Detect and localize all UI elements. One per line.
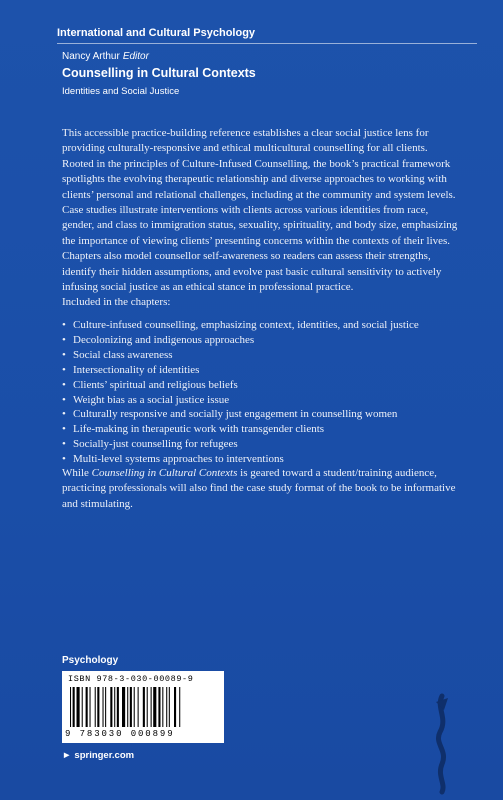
editor-role: Editor <box>122 51 149 62</box>
arrow-right-icon: ► <box>62 750 72 761</box>
list-item: • Weight bias as a social justice issue <box>62 393 482 408</box>
closing-prefix: While <box>62 467 92 479</box>
list-item: • Intersectionality of identities <box>62 363 482 378</box>
description-paragraph: This accessible practice-building reference establishes a clear social justice lens for providing culturally-responsive and ethical multicultural counselling for all clients. Rooted in the principles of Culture-Infused Counselling, the book’s practical framework spotlights the evolving therapeutic relationship and diverse approaches to working with clients’ personal and relational challenges, including at the community and system levels. Case studies illustrate interventions with clients across various identities from race, gender, and class to immigration status, sexuality, spirituality, and body size, emphasizing the importance of viewing clients’ presenting concerns within the contexts of their lives. Chapters also model counsellor self-awareness so readers can assess their strengths, identify their hidden assumptions, and evolve past basic cultural sensitivity to actively infusing social justice as an ethical stance in professional practice. <box>62 127 458 294</box>
editor-name: Nancy Arthur <box>62 51 120 62</box>
springer-horse-logo <box>428 688 456 798</box>
publisher-url: springer.com <box>74 750 135 761</box>
included-heading: Included in the chapters: <box>62 296 171 308</box>
barcode-icon <box>70 687 216 727</box>
book-subtitle: Identities and Social Justice <box>62 86 180 97</box>
list-item: • Social class awareness <box>62 348 482 363</box>
list-item: • Decolonizing and indigenous approaches <box>62 333 482 348</box>
editor-line <box>62 51 149 62</box>
list-item: • Culture-infused counselling, emphasizing context, identities, and social justice <box>62 318 482 333</box>
publisher-link[interactable] <box>62 750 134 761</box>
closing-book-title: Counselling in Cultural Contexts <box>91 467 238 479</box>
list-item: • Socially-just counselling for refugees <box>62 437 482 452</box>
barcode-number: 9 783030 000899 <box>65 729 175 739</box>
chapter-list <box>62 318 482 467</box>
closing-paragraph <box>62 466 462 512</box>
list-item: • Life-making in therapeutic work with transgender clients <box>62 422 482 437</box>
series-title: International and Cultural Psychology <box>57 27 256 39</box>
isbn-label: ISBN 978-3-030-00089-9 <box>68 674 194 684</box>
header-divider <box>57 43 477 44</box>
book-title: Counselling in Cultural Contexts <box>62 66 256 80</box>
subject-category: Psychology <box>62 655 119 666</box>
list-item: • Clients’ spiritual and religious beliefs <box>62 378 482 393</box>
barcode-box <box>62 671 224 743</box>
closing-suffix: is geared toward a student/training audience, practicing professionals will also find the case study format of the book to be informative and stimulating. <box>62 467 456 510</box>
list-item: • Culturally responsive and socially just engagement in counselling women <box>62 407 482 422</box>
list-item: • Multi-level systems approaches to interventions <box>62 452 482 467</box>
